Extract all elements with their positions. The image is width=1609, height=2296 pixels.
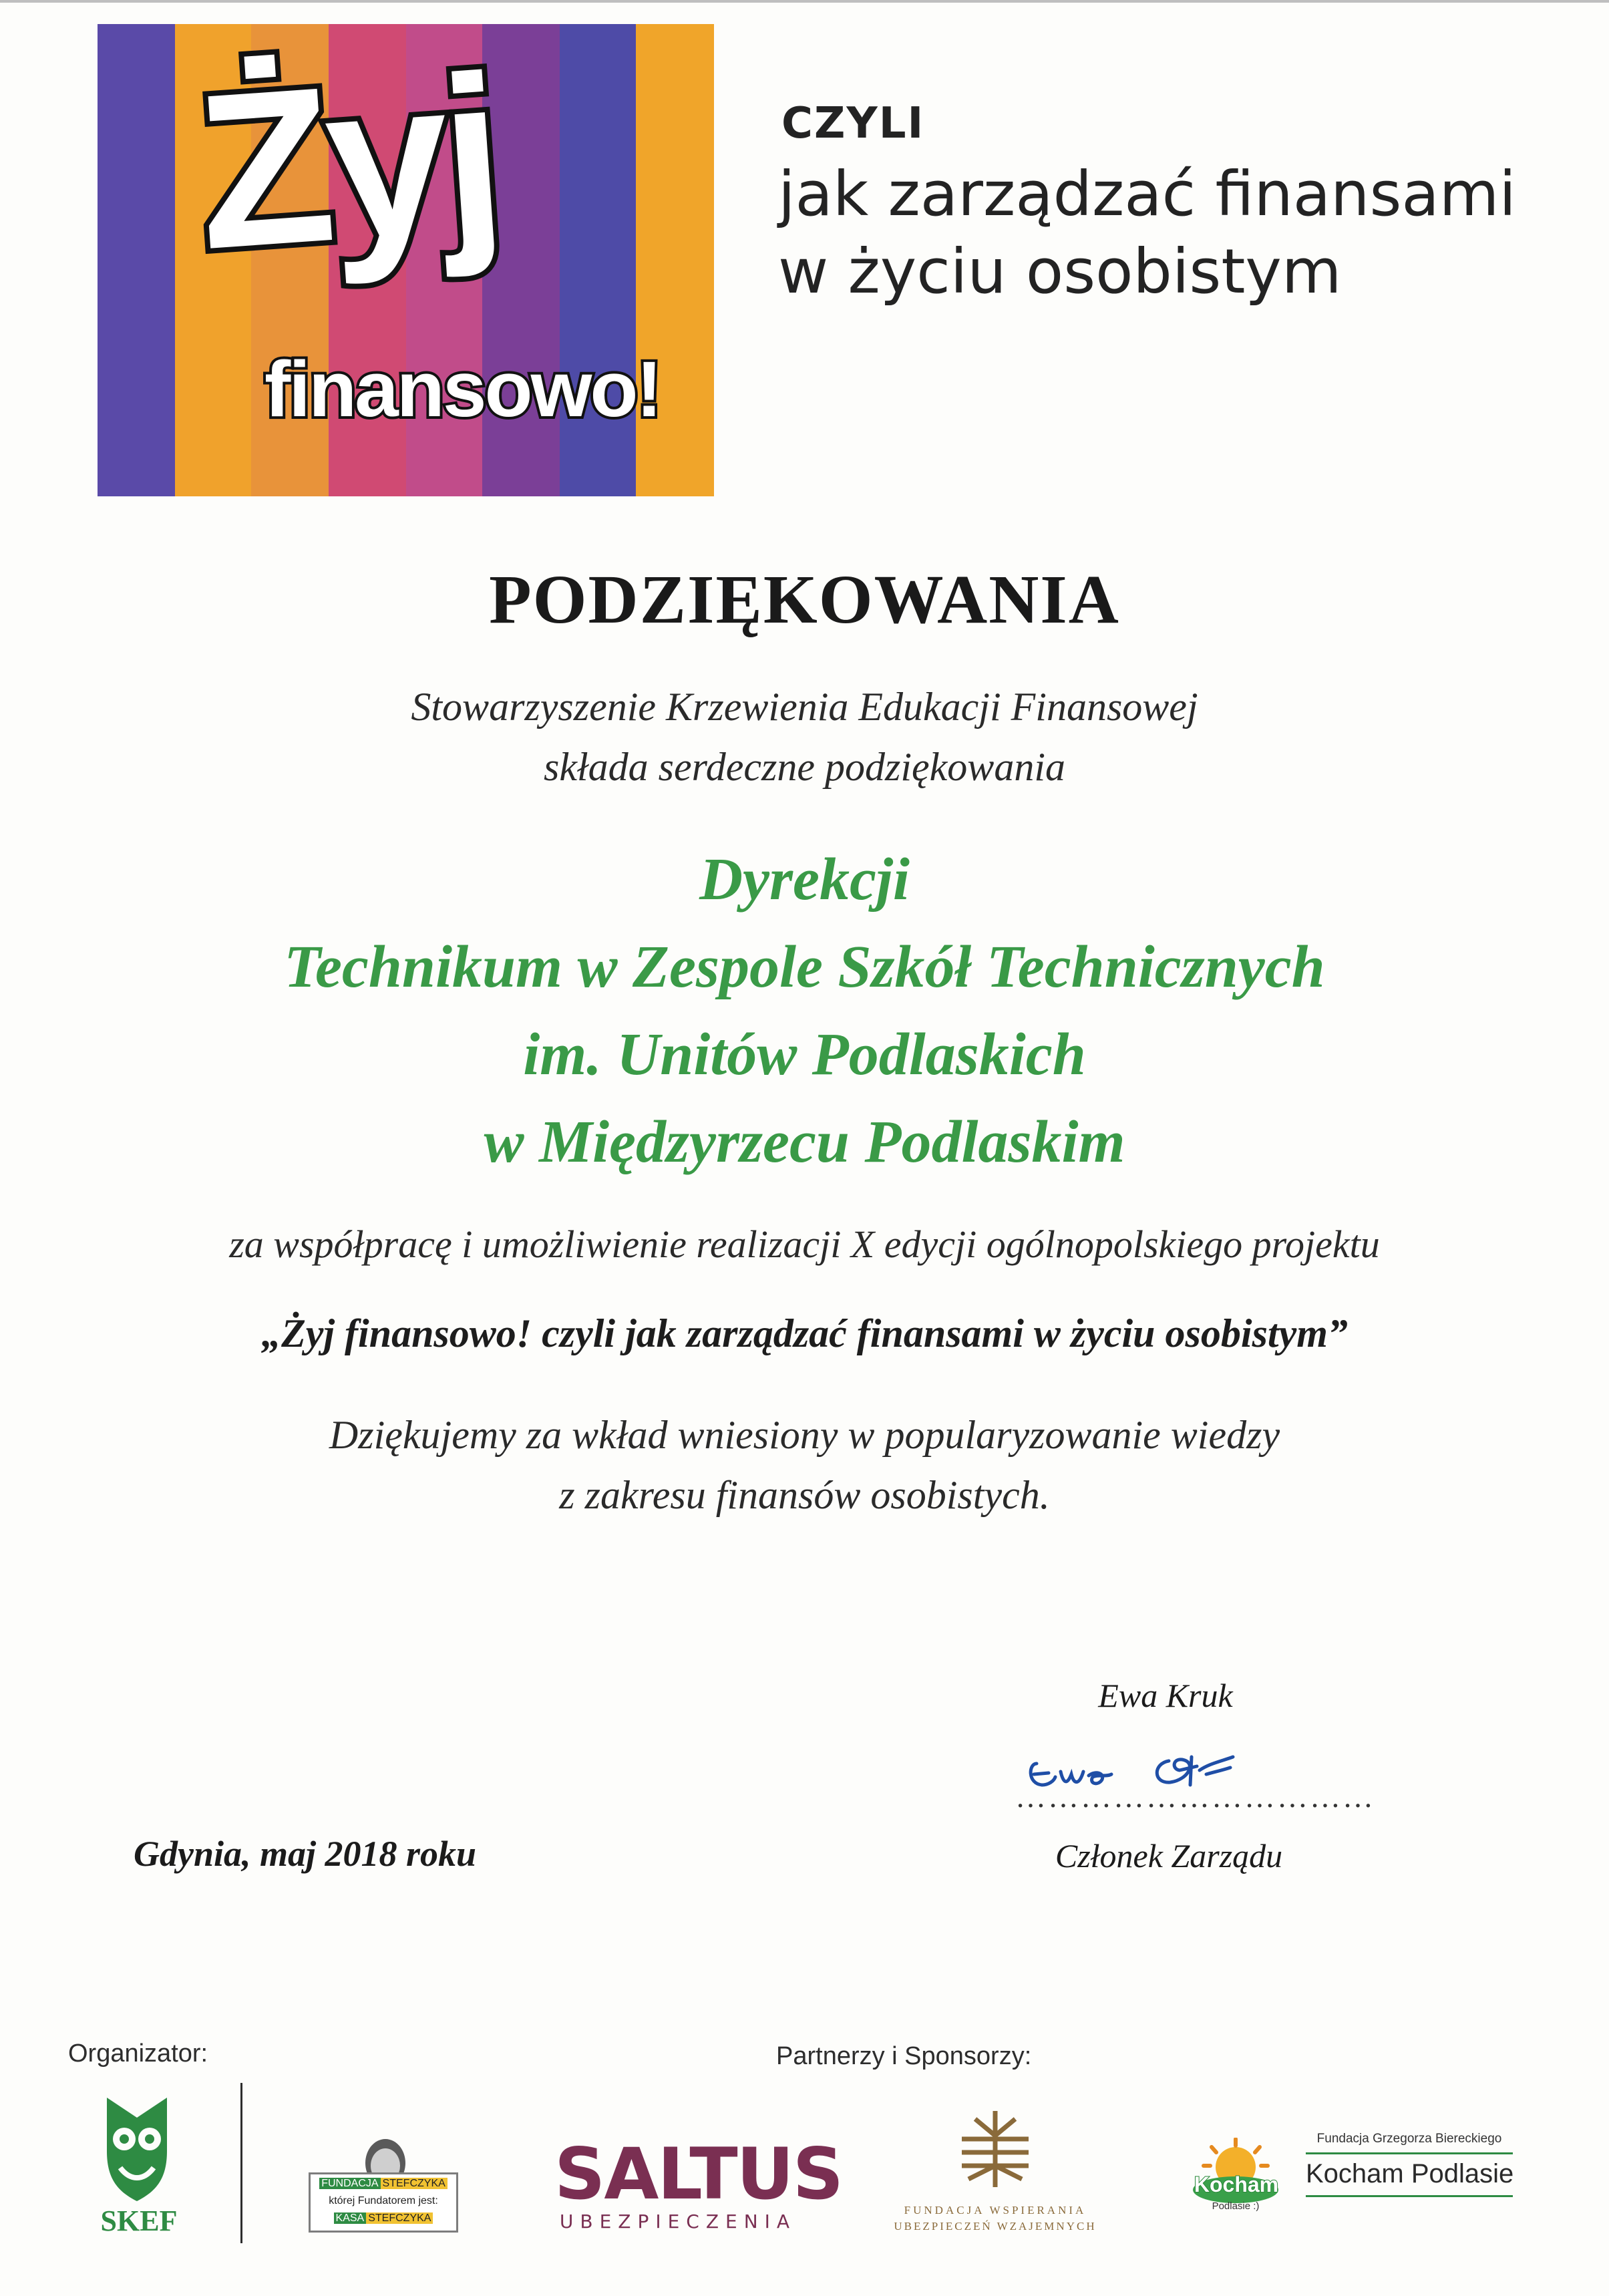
- signer-role: Członek Zarządu: [1055, 1837, 1283, 1874]
- top-edge-line: [0, 0, 1609, 3]
- fgb-foundation-name: Fundacja Grzegorza Biereckiego: [1316, 2132, 1502, 2146]
- recipient-line: im. Unitów Podlaskich: [523, 1021, 1086, 1088]
- zyj-finansowo-logo: [98, 24, 714, 496]
- saltus-logo: SALTUS: [554, 2133, 843, 2215]
- tagline-line2: w życiu osobistym: [778, 236, 1342, 307]
- cooperation-text: za współpracę i umożliwienie realizacji X edycji ogólnopolskiego projektu: [229, 1222, 1380, 1266]
- thanks-line: z zakresu finansów osobistych.: [559, 1473, 1050, 1517]
- stefczyk-text: STEFCZYKA: [366, 2212, 433, 2224]
- fwuw-name: UBEZPIECZEŃ WZAJEMNYCH: [894, 2220, 1097, 2233]
- intro-line: składa serdeczne podziękowania: [544, 745, 1065, 789]
- stefczyk-text: FUNDACJA: [319, 2178, 380, 2189]
- skef-name: SKEF: [100, 2204, 178, 2237]
- kocham-logo-word: Kocham: [1194, 2172, 1279, 2196]
- signer-name: Ewa Kruk: [1098, 1677, 1233, 1714]
- stefczyk-text: STEFCZYKA: [381, 2178, 448, 2189]
- stefczyk-text: KASA: [334, 2212, 367, 2224]
- intro-line: Stowarzyszenie Krzewienia Edukacji Finansowej: [411, 685, 1198, 729]
- signature-dotted-line: ……………………………: [1015, 1780, 1375, 1814]
- organizer-label: Organizator:: [68, 2039, 208, 2068]
- place-and-date: Gdynia, maj 2018 roku: [134, 1834, 477, 1874]
- recipient-line: w Międzyrzecu Podlaskim: [484, 1109, 1125, 1175]
- fgb-rule: [1306, 2152, 1513, 2154]
- tagline-line1: jak zarządzać finansami: [778, 158, 1516, 230]
- fgb-rule: [1306, 2195, 1513, 2197]
- logo-word-zyj: Żyj: [190, 28, 506, 296]
- fwuw-emblem-icon: [948, 2106, 1042, 2192]
- kocham-logo-sub: Podlasie :): [1212, 2200, 1260, 2212]
- logo-stripe: [98, 24, 175, 496]
- footer-divider: [240, 2083, 242, 2243]
- partners-label: Partnerzy i Sponsorzy:: [776, 2042, 1032, 2070]
- stefczyk-foundation-label: [309, 2172, 458, 2233]
- recipient-line: Technikum w Zespole Szkół Technicznych: [284, 934, 1325, 1000]
- document-title: PODZIĘKOWANIA: [489, 561, 1120, 638]
- tagline-czyli: CZYLI: [781, 99, 925, 148]
- fgb-kocham-podlasie: Kocham Podlasie: [1306, 2159, 1514, 2188]
- recipient-line: Dyrekcji: [699, 846, 910, 913]
- logo-word-finansowo: finansowo!: [264, 345, 661, 434]
- thanks-line: Dziękujemy za wkład wniesiony w popularyzowanie wiedzy: [329, 1413, 1280, 1457]
- saltus-subtitle: UBEZPIECZENIA: [559, 2210, 797, 2233]
- stefczyk-text: której Fundatorem jest:: [329, 2195, 438, 2206]
- project-name: „Żyj finansowo! czyli jak zarządzać finansami w życiu osobistym”: [261, 1311, 1348, 1355]
- fwuw-name: FUNDACJA WSPIERANIA: [904, 2204, 1087, 2217]
